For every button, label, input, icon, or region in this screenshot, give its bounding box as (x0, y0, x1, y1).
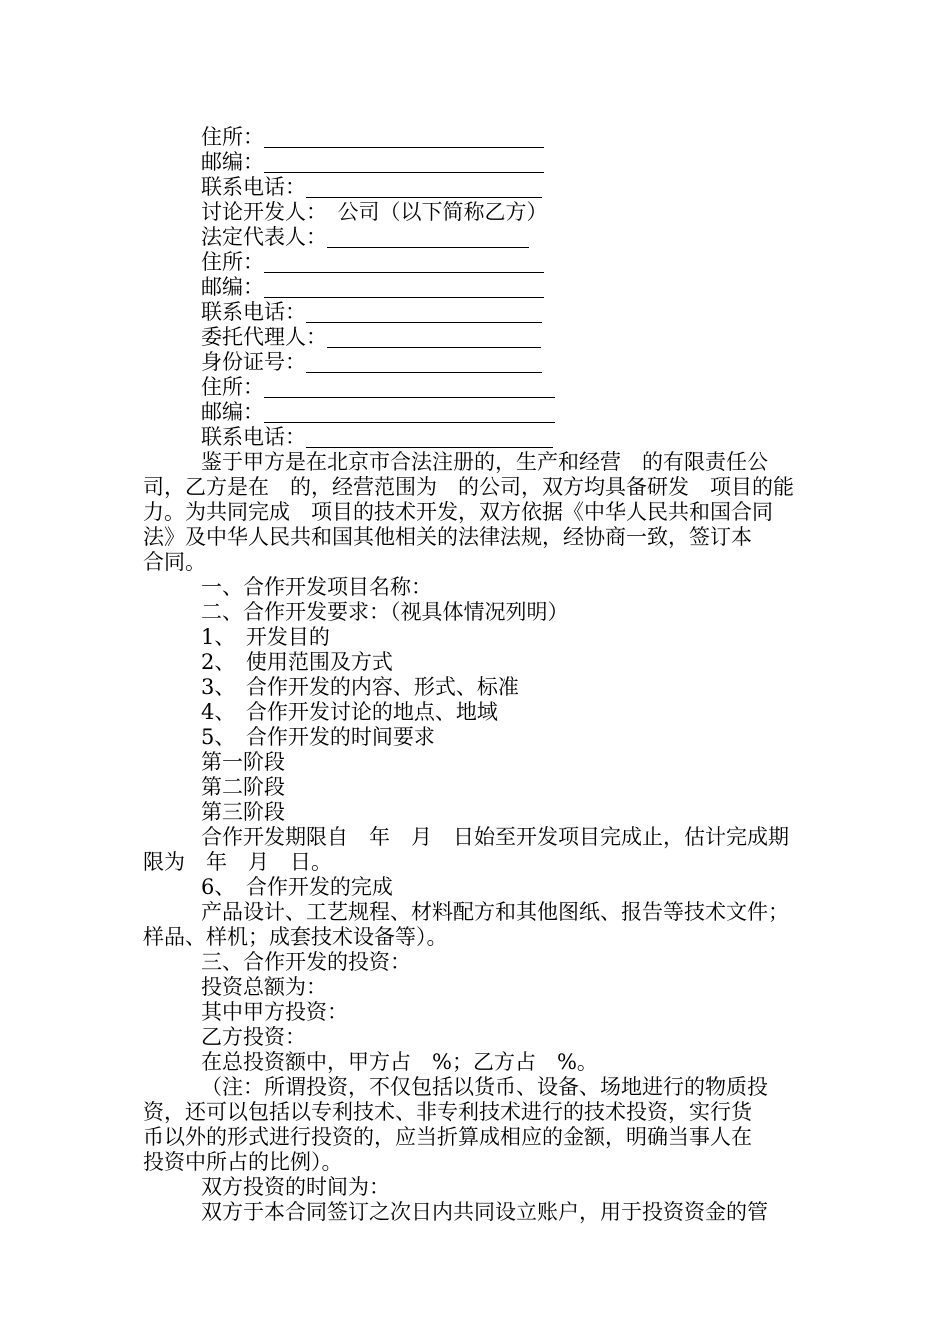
deliverables-line: 产品设计、工艺规程、材料配方和其他图纸、报告等技术文件； (201, 900, 789, 924)
phone-label: 联系电话： (201, 175, 306, 199)
list-item: 1、 开发目的 (201, 625, 330, 649)
party-b-legal-rep-row (201, 224, 529, 250)
address-blank (264, 252, 544, 273)
stage-label: 第一阶段 (201, 750, 285, 774)
address-label: 住所： (201, 125, 264, 149)
agent-blank (327, 327, 541, 348)
id-label: 身份证号： (201, 350, 306, 374)
address-blank (264, 127, 544, 148)
period-line: 合作开发期限自 年 月 日始至开发项目完成止，估计完成期 (201, 825, 789, 849)
preamble-line: 合同。 (143, 550, 206, 574)
investment-line: 其中甲方投资： (201, 1000, 348, 1024)
timing-label: 双方投资的时间为： (201, 1175, 390, 1199)
phone-blank (306, 427, 553, 448)
phone-label: 联系电话： (201, 300, 306, 324)
party-b-developer: 讨论开发人： 公司（以下简称乙方） (201, 200, 548, 224)
party-a-address-row (201, 124, 544, 150)
investment-line: 在总投资额中，甲方占 %；乙方占 %。 (201, 1050, 598, 1074)
preamble-line: 力。为共同完成 项目的技术开发，双方依据《中华人民共和国合同 (143, 500, 773, 524)
address-blank (264, 377, 555, 398)
party-b-agent-row (201, 324, 541, 350)
party-b-address-row (201, 249, 544, 275)
preamble-line: 司，乙方是在 的，经营范围为 的公司，双方均具备研发 项目的能 (143, 475, 794, 499)
legal-rep-blank (327, 227, 529, 248)
investment-line: 投资总额为： (201, 975, 327, 999)
phone-blank (306, 302, 542, 323)
preamble-line: 鉴于甲方是在北京市合法注册的，生产和经营 的有限责任公 (201, 450, 768, 474)
party-b-phone-row (201, 299, 542, 325)
note-line: 资，还可以包括以专利技术、非专利技术进行的技术投资，实行货 (143, 1100, 752, 1124)
party-b-agent-postcode-row (201, 399, 555, 425)
postcode-label: 邮编： (201, 275, 264, 299)
party-b-postcode-row (201, 274, 544, 300)
agent-label: 委托代理人： (201, 325, 327, 349)
preamble-line: 法》及中华人民共和国其他相关的法律法规，经协商一致，签订本 (143, 525, 752, 549)
deliverables-line: 样品、样机；成套技术设备等）。 (143, 925, 448, 949)
section-heading: 二、合作开发要求：（视具体情况列明） (201, 600, 569, 624)
party-b-agent-address-row (201, 374, 555, 400)
note-line: 币以外的形式进行投资的，应当折算成相应的金额，明确当事人在 (143, 1125, 752, 1149)
stage-label: 第三阶段 (201, 800, 285, 824)
section-heading: 三、合作开发的投资： (201, 950, 411, 974)
list-item: 5、 合作开发的时间要求 (201, 725, 435, 749)
list-item: 3、 合作开发的内容、形式、标准 (201, 675, 519, 699)
legal-rep-label: 法定代表人： (201, 225, 327, 249)
party-a-phone-row (201, 174, 542, 200)
section-heading: 一、合作开发项目名称： (201, 575, 432, 599)
note-line: 投资中所占的比例）。 (143, 1150, 343, 1174)
address-label: 住所： (201, 250, 264, 274)
phone-blank (306, 177, 542, 198)
party-b-agent-phone-row (201, 424, 553, 450)
stage-label: 第二阶段 (201, 775, 285, 799)
list-item: 6、 合作开发的完成 (201, 875, 393, 899)
period-line: 限为 年 月 日。 (143, 850, 332, 874)
party-a-postcode-row (201, 149, 544, 175)
party-b-id-row (201, 349, 542, 375)
note-line: （注：所谓投资，不仅包括以货币、设备、场地进行的物质投 (201, 1075, 768, 1099)
postcode-blank (264, 152, 544, 173)
postcode-blank (264, 402, 555, 423)
postcode-label: 邮编： (201, 150, 264, 174)
list-item: 4、 合作开发讨论的地点、地域 (201, 700, 498, 724)
paragraph-line: 双方于本合同签订之次日内共同设立账户，用于投资资金的管 (201, 1200, 768, 1224)
address-label: 住所： (201, 375, 264, 399)
postcode-label: 邮编： (201, 400, 264, 424)
phone-label: 联系电话： (201, 425, 306, 449)
investment-line: 乙方投资： (201, 1025, 306, 1049)
id-blank (306, 352, 542, 373)
postcode-blank (264, 277, 544, 298)
list-item: 2、 使用范围及方式 (201, 650, 393, 674)
